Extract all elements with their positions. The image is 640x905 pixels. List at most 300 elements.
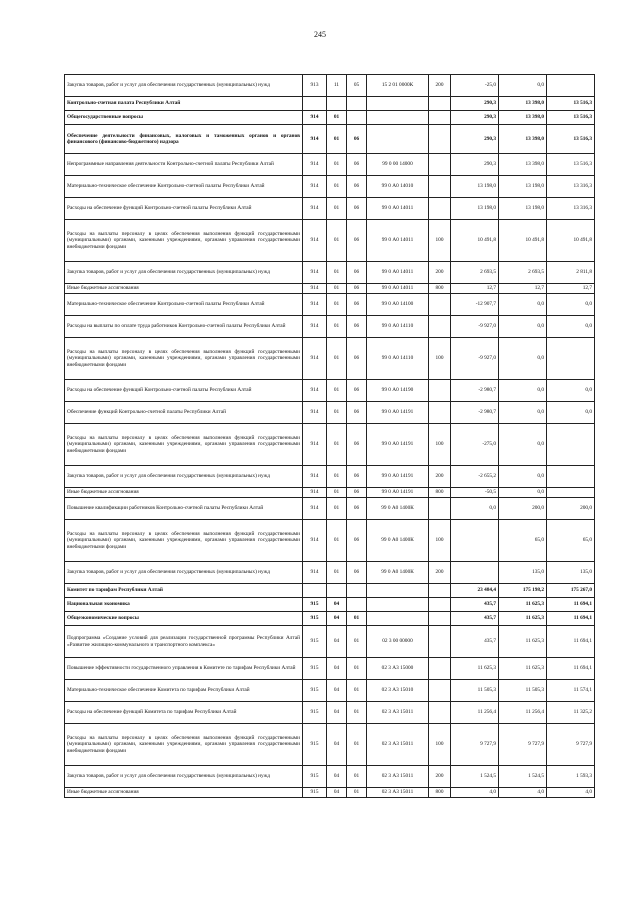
section-code-cell: 04 xyxy=(327,702,347,724)
admin-code-cell xyxy=(303,584,327,598)
amount-year3-cell xyxy=(547,466,595,488)
table-row xyxy=(65,380,595,402)
table-row xyxy=(65,424,595,466)
row-name-cell: Иные бюджетные ассигнования xyxy=(65,488,303,498)
section-code-cell: 01 xyxy=(327,380,347,402)
amount-year3-cell: 0,0 xyxy=(547,402,595,424)
subsection-code-cell xyxy=(347,97,367,111)
section-code-cell: 04 xyxy=(327,766,347,788)
subsection-code-cell: 05 xyxy=(347,75,367,97)
subsection-code-cell: 06 xyxy=(347,402,367,424)
amount-year1-cell: 10 491,8 xyxy=(451,220,499,262)
amount-year3-cell: 13 516,3 xyxy=(547,154,595,176)
amount-year1-cell: 1 524,5 xyxy=(451,766,499,788)
subsection-code-cell: 06 xyxy=(347,562,367,584)
section-code-cell: 01 xyxy=(327,338,347,380)
row-name-cell: Подпрограмма «Создание условий для реализации государственной программы Республики Алтай «Развитие жилищно-коммунального и транспортного комплекса» xyxy=(65,626,303,658)
amount-year3-cell: 11 694,1 xyxy=(547,598,595,612)
amount-year3-cell xyxy=(547,75,595,97)
target-article-cell: 02 3 А3 15011 xyxy=(367,766,429,788)
target-article-cell: 99 0 А0 14011 xyxy=(367,262,429,284)
admin-code-cell: 915 xyxy=(303,702,327,724)
section-code-cell: 01 xyxy=(327,220,347,262)
amount-year3-cell: 11 325,2 xyxy=(547,702,595,724)
amount-year1-cell: 11 505,3 xyxy=(451,680,499,702)
amount-year2-cell: 11 625,3 xyxy=(499,598,547,612)
expense-type-cell xyxy=(429,176,451,198)
amount-year2-cell: 1 524,5 xyxy=(499,766,547,788)
amount-year2-cell: 175 198,2 xyxy=(499,584,547,598)
amount-year2-cell: 11 625,3 xyxy=(499,612,547,626)
amount-year2-cell: 0,0 xyxy=(499,316,547,338)
expense-type-cell: 100 xyxy=(429,724,451,766)
amount-year1-cell: -2 980,7 xyxy=(451,402,499,424)
target-article-cell: 99 0 А0 14100 xyxy=(367,294,429,316)
expense-type-cell: 800 xyxy=(429,788,451,798)
target-article-cell: 99 0 А0 14191 xyxy=(367,466,429,488)
row-name-cell: Закупка товаров, работ и услуг для обеспечения государственных (муниципальных) нужд xyxy=(65,75,303,97)
target-article-cell: 99 0 А0 1400К xyxy=(367,562,429,584)
admin-code-cell: 914 xyxy=(303,125,327,154)
table-row xyxy=(65,788,595,798)
subsection-code-cell: 01 xyxy=(347,658,367,680)
amount-year3-cell: 13 316,3 xyxy=(547,176,595,198)
admin-code-cell: 914 xyxy=(303,262,327,284)
target-article-cell: 02 3 А3 15000 xyxy=(367,658,429,680)
admin-code-cell: 914 xyxy=(303,284,327,294)
target-article-cell: 99 0 А0 14011 xyxy=(367,220,429,262)
expense-type-cell: 100 xyxy=(429,220,451,262)
amount-year1-cell: 290,3 xyxy=(451,125,499,154)
subsection-code-cell: 01 xyxy=(347,626,367,658)
page-number: 245 xyxy=(314,30,326,39)
expense-type-cell xyxy=(429,154,451,176)
row-name-cell: Повышение эффективности государственного управления в Комитете по тарифам Республики Алтай xyxy=(65,658,303,680)
section-code-cell: 01 xyxy=(327,498,347,520)
table-row xyxy=(65,154,595,176)
target-article-cell: 99 0 А0 14191 xyxy=(367,402,429,424)
section-code-cell: 01 xyxy=(327,466,347,488)
amount-year1-cell: 12,7 xyxy=(451,284,499,294)
admin-code-cell: 914 xyxy=(303,294,327,316)
amount-year2-cell: 65,0 xyxy=(499,520,547,562)
section-code-cell: 04 xyxy=(327,598,347,612)
target-article-cell: 99 0 А0 14110 xyxy=(367,316,429,338)
admin-code-cell: 914 xyxy=(303,338,327,380)
admin-code-cell: 914 xyxy=(303,402,327,424)
target-article-cell: 02 3 А3 15011 xyxy=(367,702,429,724)
expense-type-cell: 200 xyxy=(429,262,451,284)
target-article-cell: 99 0 А0 1400К xyxy=(367,498,429,520)
row-name-cell: Расходы на выплаты по оплате труда работников Контрольно-счетной палаты Республики Алтай xyxy=(65,316,303,338)
amount-year2-cell: 13 398,0 xyxy=(499,125,547,154)
row-name-cell: Контрольно-счетная палата Республики Алтай xyxy=(65,97,303,111)
expense-type-cell xyxy=(429,402,451,424)
section-code-cell: 01 xyxy=(327,520,347,562)
subsection-code-cell xyxy=(347,111,367,125)
subsection-code-cell: 06 xyxy=(347,198,367,220)
expense-type-cell: 800 xyxy=(429,284,451,294)
target-article-cell xyxy=(367,598,429,612)
budget-table xyxy=(64,74,595,798)
section-code-cell: 01 xyxy=(327,294,347,316)
amount-year1-cell: 13 198,0 xyxy=(451,176,499,198)
amount-year3-cell: 10 491,8 xyxy=(547,220,595,262)
table-row xyxy=(65,75,595,97)
expense-type-cell xyxy=(429,198,451,220)
row-name-cell: Расходы на выплаты персоналу в целях обеспечения выполнения функций государственными (муниципальными) органами, казенными учреждениями, органами управления государственными внебюджетными фондами xyxy=(65,520,303,562)
amount-year1-cell xyxy=(451,520,499,562)
subsection-code-cell: 01 xyxy=(347,612,367,626)
target-article-cell: 02 3 00 00000 xyxy=(367,626,429,658)
admin-code-cell: 915 xyxy=(303,788,327,798)
amount-year1-cell: -2 980,7 xyxy=(451,380,499,402)
row-name-cell: Общегосударственные вопросы xyxy=(65,111,303,125)
amount-year1-cell: 290,3 xyxy=(451,111,499,125)
expense-type-cell: 200 xyxy=(429,466,451,488)
budget-table-body xyxy=(65,75,595,798)
target-article-cell: 02 3 А3 15011 xyxy=(367,788,429,798)
table-row xyxy=(65,294,595,316)
row-name-cell: Расходы на выплаты персоналу в целях обеспечения выполнения функций государственными (муниципальными) органами, казенными учреждениями, органами управления государственными внебюджетными фондами xyxy=(65,338,303,380)
admin-code-cell: 915 xyxy=(303,598,327,612)
target-article-cell xyxy=(367,612,429,626)
row-name-cell: Закупка товаров, работ и услуг для обеспечения государственных (муниципальных) нужд xyxy=(65,562,303,584)
row-name-cell: Закупка товаров, работ и услуг для обеспечения государственных (муниципальных) нужд xyxy=(65,766,303,788)
table-row xyxy=(65,220,595,262)
amount-year1-cell: -275,0 xyxy=(451,424,499,466)
admin-code-cell: 915 xyxy=(303,724,327,766)
row-name-cell: Расходы на выплаты персоналу в целях обеспечения выполнения функций государственными (муниципальными) органами, казенными учреждениями, органами управления государственными внебюджетными фондами xyxy=(65,724,303,766)
admin-code-cell: 914 xyxy=(303,198,327,220)
amount-year1-cell: 23 484,4 xyxy=(451,584,499,598)
table-row xyxy=(65,680,595,702)
row-name-cell: Расходы на выплаты персоналу в целях обеспечения выполнения функций государственными (муниципальными) органами, казенными учреждениями, органами управления государственными внебюджетными фондами xyxy=(65,220,303,262)
admin-code-cell: 915 xyxy=(303,766,327,788)
amount-year3-cell xyxy=(547,424,595,466)
amount-year3-cell: 175 267,0 xyxy=(547,584,595,598)
section-code-cell: 04 xyxy=(327,612,347,626)
section-code-cell: 04 xyxy=(327,680,347,702)
amount-year3-cell xyxy=(547,338,595,380)
target-article-cell: 99 0 А0 14011 xyxy=(367,198,429,220)
amount-year1-cell: 11 625,3 xyxy=(451,658,499,680)
subsection-code-cell: 06 xyxy=(347,284,367,294)
subsection-code-cell: 06 xyxy=(347,154,367,176)
amount-year2-cell: 11 505,3 xyxy=(499,680,547,702)
amount-year3-cell: 65,0 xyxy=(547,520,595,562)
row-name-cell: Закупка товаров, работ и услуг для обеспечения государственных (муниципальных) нужд xyxy=(65,262,303,284)
subsection-code-cell: 01 xyxy=(347,680,367,702)
amount-year2-cell: 13 198,0 xyxy=(499,176,547,198)
amount-year1-cell: -50,5 xyxy=(451,488,499,498)
section-code-cell: 01 xyxy=(327,284,347,294)
section-code-cell: 01 xyxy=(327,262,347,284)
target-article-cell: 99 0 А0 14110 xyxy=(367,338,429,380)
amount-year1-cell: -9 927,0 xyxy=(451,338,499,380)
amount-year3-cell: 200,0 xyxy=(547,498,595,520)
target-article-cell: 99 0 00 14000 xyxy=(367,154,429,176)
amount-year1-cell: 4,0 xyxy=(451,788,499,798)
target-article-cell: 99 0 А0 14011 xyxy=(367,284,429,294)
table-row xyxy=(65,97,595,111)
admin-code-cell: 914 xyxy=(303,424,327,466)
admin-code-cell: 914 xyxy=(303,520,327,562)
table-row xyxy=(65,598,595,612)
target-article-cell: 02 3 А3 15010 xyxy=(367,680,429,702)
amount-year3-cell: 12,7 xyxy=(547,284,595,294)
row-name-cell: Иные бюджетные ассигнования xyxy=(65,788,303,798)
amount-year1-cell: -25,0 xyxy=(451,75,499,97)
amount-year1-cell: 2 693,5 xyxy=(451,262,499,284)
section-code-cell: 01 xyxy=(327,198,347,220)
section-code-cell: 01 xyxy=(327,562,347,584)
subsection-code-cell: 01 xyxy=(347,724,367,766)
expense-type-cell xyxy=(429,598,451,612)
section-code-cell: 01 xyxy=(327,176,347,198)
subsection-code-cell: 06 xyxy=(347,424,367,466)
admin-code-cell: 913 xyxy=(303,75,327,97)
admin-code-cell xyxy=(303,97,327,111)
subsection-code-cell: 06 xyxy=(347,125,367,154)
amount-year3-cell: 13 516,3 xyxy=(547,111,595,125)
table-row xyxy=(65,498,595,520)
table-row xyxy=(65,766,595,788)
amount-year3-cell: 4,0 xyxy=(547,788,595,798)
section-code-cell xyxy=(327,97,347,111)
table-row xyxy=(65,176,595,198)
expense-type-cell: 200 xyxy=(429,766,451,788)
section-code-cell: 01 xyxy=(327,125,347,154)
table-row xyxy=(65,262,595,284)
target-article-cell: 99 0 А0 14191 xyxy=(367,424,429,466)
row-name-cell: Иные бюджетные ассигнования xyxy=(65,284,303,294)
subsection-code-cell: 06 xyxy=(347,498,367,520)
amount-year3-cell: 2 811,8 xyxy=(547,262,595,284)
expense-type-cell xyxy=(429,380,451,402)
amount-year3-cell xyxy=(547,488,595,498)
expense-type-cell xyxy=(429,658,451,680)
target-article-cell xyxy=(367,111,429,125)
amount-year1-cell: 0,0 xyxy=(451,498,499,520)
subsection-code-cell: 06 xyxy=(347,176,367,198)
expense-type-cell xyxy=(429,316,451,338)
admin-code-cell: 915 xyxy=(303,658,327,680)
expense-type-cell: 200 xyxy=(429,75,451,97)
amount-year1-cell: -9 927,0 xyxy=(451,316,499,338)
admin-code-cell: 914 xyxy=(303,380,327,402)
admin-code-cell: 914 xyxy=(303,562,327,584)
amount-year1-cell: 435,7 xyxy=(451,626,499,658)
table-row xyxy=(65,520,595,562)
subsection-code-cell: 01 xyxy=(347,702,367,724)
amount-year3-cell: 0,0 xyxy=(547,294,595,316)
section-code-cell: 04 xyxy=(327,658,347,680)
amount-year1-cell: -12 907,7 xyxy=(451,294,499,316)
subsection-code-cell: 06 xyxy=(347,262,367,284)
row-name-cell: Расходы на обеспечение функций Контрольно-счетной палаты Республики Алтай xyxy=(65,380,303,402)
amount-year2-cell: 0,0 xyxy=(499,402,547,424)
row-name-cell: Расходы на обеспечение функций Комитета по тарифам Республики Алтай xyxy=(65,702,303,724)
amount-year2-cell: 10 491,8 xyxy=(499,220,547,262)
target-article-cell: 99 0 А0 14191 xyxy=(367,488,429,498)
table-row xyxy=(65,125,595,154)
target-article-cell: 99 0 А0 14190 xyxy=(367,380,429,402)
amount-year3-cell: 13 316,3 xyxy=(547,198,595,220)
amount-year2-cell: 11 625,3 xyxy=(499,658,547,680)
table-row xyxy=(65,724,595,766)
section-code-cell: 04 xyxy=(327,626,347,658)
table-row xyxy=(65,488,595,498)
table-row xyxy=(65,402,595,424)
expense-type-cell xyxy=(429,97,451,111)
amount-year3-cell: 13 516,3 xyxy=(547,97,595,111)
row-name-cell: Общеэкономические вопросы xyxy=(65,612,303,626)
row-name-cell: Повышение квалификации работников Контрольно-счетной палаты Республики Алтай xyxy=(65,498,303,520)
amount-year1-cell: 290,3 xyxy=(451,154,499,176)
amount-year2-cell: 0,0 xyxy=(499,75,547,97)
row-name-cell: Расходы на выплаты персоналу в целях обеспечения выполнения функций государственными (муниципальными) органами, казенными учреждениями, органами управления государственными внебюджетными фондами xyxy=(65,424,303,466)
admin-code-cell: 914 xyxy=(303,488,327,498)
expense-type-cell: 100 xyxy=(429,338,451,380)
subsection-code-cell: 06 xyxy=(347,466,367,488)
amount-year3-cell: 0,0 xyxy=(547,380,595,402)
subsection-code-cell: 06 xyxy=(347,380,367,402)
expense-type-cell xyxy=(429,125,451,154)
row-name-cell: Непрограммные направления деятельности Контрольно-счетной палаты Республики Алтай xyxy=(65,154,303,176)
subsection-code-cell: 06 xyxy=(347,488,367,498)
target-article-cell: 15 2 01 0000К xyxy=(367,75,429,97)
amount-year2-cell: 12,7 xyxy=(499,284,547,294)
expense-type-cell xyxy=(429,626,451,658)
section-code-cell: 01 xyxy=(327,154,347,176)
table-row xyxy=(65,316,595,338)
row-name-cell: Закупка товаров, работ и услуг для обеспечения государственных (муниципальных) нужд xyxy=(65,466,303,488)
expense-type-cell xyxy=(429,680,451,702)
amount-year3-cell: 11 694,1 xyxy=(547,626,595,658)
amount-year2-cell: 0,0 xyxy=(499,488,547,498)
subsection-code-cell: 06 xyxy=(347,316,367,338)
row-name-cell: Обеспечение деятельности финансовых, налоговых и таможенных органов и органов финансового (финансово-бюджетного) надзора xyxy=(65,125,303,154)
row-name-cell: Материально-техническое обеспечение Контрольно-счетной палаты Республики Алтай xyxy=(65,294,303,316)
row-name-cell: Обеспечение функций Контрольно-счетной палаты Республики Алтай xyxy=(65,402,303,424)
subsection-code-cell: 06 xyxy=(347,220,367,262)
amount-year1-cell: 13 198,0 xyxy=(451,198,499,220)
section-code-cell: 04 xyxy=(327,788,347,798)
row-name-cell: Расходы на обеспечение функций Контрольно-счетной палаты Республики Алтай xyxy=(65,198,303,220)
expense-type-cell: 800 xyxy=(429,488,451,498)
amount-year2-cell: 4,0 xyxy=(499,788,547,798)
amount-year1-cell: 435,7 xyxy=(451,612,499,626)
amount-year2-cell: 13 398,0 xyxy=(499,111,547,125)
amount-year3-cell: 9 727,9 xyxy=(547,724,595,766)
admin-code-cell: 915 xyxy=(303,626,327,658)
table-row xyxy=(65,702,595,724)
amount-year2-cell: 0,0 xyxy=(499,294,547,316)
subsection-code-cell: 01 xyxy=(347,766,367,788)
amount-year3-cell: 135,0 xyxy=(547,562,595,584)
section-code-cell: 01 xyxy=(327,111,347,125)
amount-year2-cell: 11 625,3 xyxy=(499,626,547,658)
table-row xyxy=(65,198,595,220)
amount-year3-cell: 11 694,1 xyxy=(547,612,595,626)
target-article-cell xyxy=(367,584,429,598)
table-row xyxy=(65,562,595,584)
section-code-cell: 01 xyxy=(327,424,347,466)
section-code-cell: 01 xyxy=(327,488,347,498)
row-name-cell: Материально-техническое обеспечение Комитета по тарифам Республики Алтай xyxy=(65,680,303,702)
expense-type-cell xyxy=(429,498,451,520)
amount-year2-cell: 200,0 xyxy=(499,498,547,520)
admin-code-cell: 914 xyxy=(303,154,327,176)
subsection-code-cell: 06 xyxy=(347,294,367,316)
amount-year1-cell: 290,3 xyxy=(451,97,499,111)
admin-code-cell: 914 xyxy=(303,111,327,125)
target-article-cell: 02 3 А3 15011 xyxy=(367,724,429,766)
amount-year2-cell: 13 398,0 xyxy=(499,97,547,111)
subsection-code-cell: 06 xyxy=(347,520,367,562)
table-row xyxy=(65,626,595,658)
row-name-cell: Комитет по тарифам Республики Алтай xyxy=(65,584,303,598)
expense-type-cell xyxy=(429,294,451,316)
table-row xyxy=(65,466,595,488)
expense-type-cell: 100 xyxy=(429,424,451,466)
subsection-code-cell xyxy=(347,598,367,612)
expense-type-cell xyxy=(429,584,451,598)
amount-year2-cell: 2 693,5 xyxy=(499,262,547,284)
amount-year1-cell: 11 256,4 xyxy=(451,702,499,724)
amount-year2-cell: 0,0 xyxy=(499,466,547,488)
admin-code-cell: 915 xyxy=(303,680,327,702)
row-name-cell: Материально-техническое обеспечение Контрольно-счетной палаты Республики Алтай xyxy=(65,176,303,198)
admin-code-cell: 914 xyxy=(303,220,327,262)
table-row xyxy=(65,338,595,380)
admin-code-cell: 914 xyxy=(303,466,327,488)
amount-year2-cell: 135,0 xyxy=(499,562,547,584)
target-article-cell: 99 0 А0 1400К xyxy=(367,520,429,562)
amount-year1-cell: 435,7 xyxy=(451,598,499,612)
amount-year2-cell: 0,0 xyxy=(499,424,547,466)
amount-year2-cell: 0,0 xyxy=(499,338,547,380)
expense-type-cell: 200 xyxy=(429,562,451,584)
subsection-code-cell xyxy=(347,584,367,598)
table-row xyxy=(65,111,595,125)
amount-year1-cell: -2 655,2 xyxy=(451,466,499,488)
amount-year3-cell: 1 593,3 xyxy=(547,766,595,788)
amount-year2-cell: 13 398,0 xyxy=(499,154,547,176)
table-row xyxy=(65,584,595,598)
amount-year1-cell: 9 727,9 xyxy=(451,724,499,766)
table-row xyxy=(65,284,595,294)
amount-year2-cell: 0,0 xyxy=(499,380,547,402)
target-article-cell xyxy=(367,125,429,154)
expense-type-cell xyxy=(429,612,451,626)
section-code-cell: 11 xyxy=(327,75,347,97)
amount-year2-cell: 13 198,0 xyxy=(499,198,547,220)
target-article-cell: 99 0 А0 14010 xyxy=(367,176,429,198)
section-code-cell xyxy=(327,584,347,598)
amount-year2-cell: 11 256,4 xyxy=(499,702,547,724)
amount-year2-cell: 9 727,9 xyxy=(499,724,547,766)
admin-code-cell: 914 xyxy=(303,316,327,338)
section-code-cell: 01 xyxy=(327,316,347,338)
amount-year3-cell: 13 516,3 xyxy=(547,125,595,154)
section-code-cell: 04 xyxy=(327,724,347,766)
amount-year3-cell: 11 694,1 xyxy=(547,658,595,680)
amount-year3-cell: 11 574,1 xyxy=(547,680,595,702)
target-article-cell xyxy=(367,97,429,111)
expense-type-cell xyxy=(429,111,451,125)
